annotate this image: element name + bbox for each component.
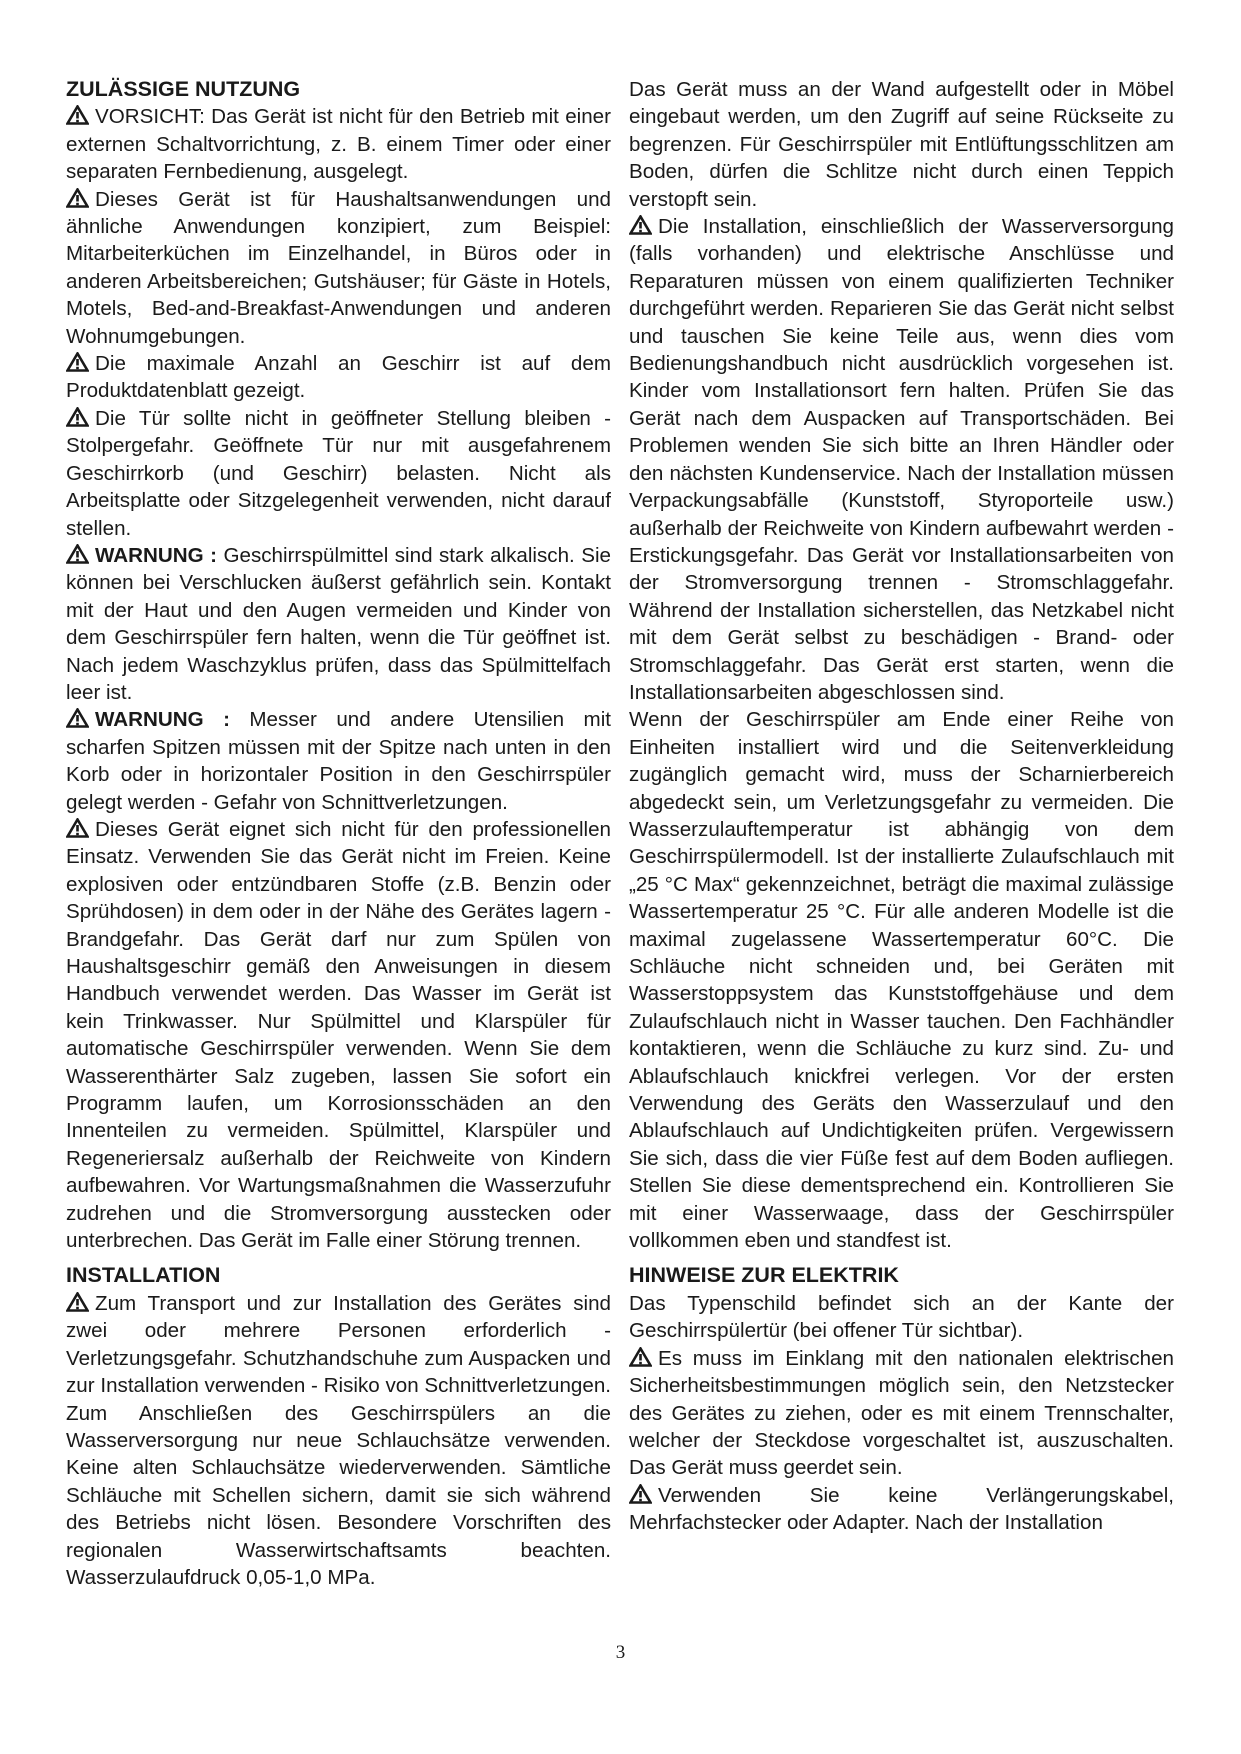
warning-detergent-paragraph: WARNUNG : Geschirrspülmittel sind stark alkalisch. Sie können bei Verschlucken äußerst gefährlich sein. Kontakt mit der Haut und den Augen vermeiden und Kinder von dem Geschirrspüler fern halten, wenn die Tür geöffnet ist. Nach jedem Waschzyklus prüfen, dass das Spülmittelfach leer ist. xyxy=(66,543,611,704)
door-open-paragraph: Die Tür sollte nicht in geöffneter Stellung bleiben - Stolpergefahr. Geöffnete Tür nur mit ausgefahrenem Geschirrkorb (und Geschirr) belasten. Nicht als Arbeitsplatte oder Sitzgelegenheit verwenden, nicht darauf stellen. xyxy=(66,406,611,540)
caution-external-switch: VORSICHT: Das Gerät ist nicht für den Betrieb mit einer externen Schaltvorrichtung, z. B. einem Timer oder einer separaten Fernbedienung, ausgelegt. xyxy=(66,105,611,184)
qualified-technician-paragraph: Die Installation, einschließlich der Wasserversorgung (falls vorhanden) und elektrische Anschlüsse und Reparaturen müssen von einem qualifizierten Techniker durchgeführt werden. Reparieren Sie das Gerät nicht selbst und tauschen Sie keine Teile aus, wenn dies vom Bedienungshandbuch nicht ausdrücklich vorgesehen ist. Kinder vom Installationsort fern halten. Prüfen Sie das Gerät nach dem Auspacken auf Transportschäden. Bei Problemen wenden Sie sich bitte an Ihren Händler oder den nächsten Kundenservice. Nach der Installation müssen Verpackungsabfälle (Kunststoff, Styroporteile usw.) außerhalb der Reichweite von Kindern aufbewahrt werden - Erstickungsgefahr. Das Gerät vor Installationsarbeiten von der Stromversorgung trennen - Stromschlaggefahr. Während der Installation sicherstellen, das Netzkabel nicht mit dem Gerät selbst zu beschädigen - Brand- oder Stromschlaggefahr. Das Gerät erst starten, wenn die Installationsarbeiten abgeschlossen sind. xyxy=(629,215,1174,704)
warning-triangle-icon xyxy=(66,188,89,208)
warning-triangle-icon xyxy=(66,352,89,372)
no-extension-cable-paragraph: Verwenden Sie keine Verlängerungskabel, Mehrfachstecker oder Adapter. Nach der Installation xyxy=(629,1483,1174,1535)
wall-mounting-paragraph: Das Gerät muss an der Wand aufgestellt oder in Möbel eingebaut werden, um den Zugriff auf seine Rückseite zu begrenzen. Für Geschirrspüler mit Entlüftungsschlitzen am Boden, dürfen die Schlitze nicht durch einen Teppich verstopft sein. xyxy=(629,78,1174,211)
heading-permitted-use: ZULÄSSIGE NUTZUNG xyxy=(66,77,301,101)
warning-triangle-icon xyxy=(66,1292,89,1312)
heading-installation: INSTALLATION xyxy=(66,1263,221,1288)
warning-triangle-icon xyxy=(629,1347,652,1367)
warning-knives-paragraph: WARNUNG : Messer und andere Utensilien mit scharfen Spitzen müssen mit der Spitze nach unten in den Korb oder in horizontaler Position in den Geschirrspüler gelegt werden - Gefahr von Schnittverletzungen. xyxy=(66,708,611,814)
rating-plate-paragraph: Das Typenschild befindet sich an der Kante der Geschirrspülertür (bei offener Tür sichtbar). xyxy=(629,1291,1174,1343)
warning-triangle-icon xyxy=(629,215,652,235)
warning-triangle-icon xyxy=(66,818,89,838)
mains-disconnect-paragraph: Es muss im Einklang mit den nationalen elektrischen Sicherheitsbestimmungen möglich sein, den Netzstecker des Gerätes zu ziehen, oder es mit einem Trennschalter, welcher der Steckdose vorgeschaltet ist, auszuschalten. Das Gerät muss geerdet sein. xyxy=(629,1346,1174,1480)
right-column xyxy=(629,76,1174,1537)
warning-triangle-icon xyxy=(66,544,89,564)
warning-label: WARNUNG : xyxy=(95,543,218,567)
warning-triangle-icon xyxy=(66,407,89,427)
warning-triangle-icon xyxy=(629,1484,652,1504)
transport-installation-paragraph: Zum Transport und zur Installation des Gerätes sind zwei oder mehrere Personen erforderlich - Verletzungsgefahr. Schutzhandschuhe zum Auspacken und zur Installation verwenden - Risiko von Schnittverletzungen. Zum Anschließen des Geschirrspülers an die Wasserversorgung nur neue Schlauchsätze verwenden. Keine alten Schlauchsätze wiederverwenden. Sämtliche Schläuche mit Schellen sichern, damit sie sich während des Betriebs nicht lösen. Besondere Vorschriften des regionalen Wasserwirtschaftsamts beachten. Wasserzulaufdruck 0,05-1,0 MPa. xyxy=(66,1291,611,1589)
page-number: 3 xyxy=(615,1642,626,1663)
household-use-paragraph: Dieses Gerät ist für Haushaltsanwendungen und ähnliche Anwendungen konzipiert, zum Beispiel: Mitarbeiterküchen im Einzelhandel, in Büros oder in anderen Arbeitsbereichen; Gutshäuser; für Gäste in Hotels, Motels, Bed-and-Breakfast-Anwendungen und anderen Wohnumgebungen. xyxy=(66,187,611,348)
warning-label: WARNUNG : xyxy=(95,708,230,732)
warning-triangle-icon xyxy=(66,708,89,728)
heading-electrical: HINWEISE ZUR ELEKTRIK xyxy=(629,1263,899,1288)
warning-triangle-icon xyxy=(66,105,89,125)
end-of-row-paragraph: Wenn der Geschirrspüler am Ende einer Reihe von Einheiten installiert wird und die Seitenverkleidung zugänglich gemacht wird, muss der Scharnierbereich abgedeckt sein, um Verletzungsgefahr zu vermeiden. Die Wasserzulauftemperatur ist abhängig von dem Geschirrspülermodell. Ist der installierte Zulaufschlauch mit „25 °C Max“ gekennzeichnet, beträgt die maximal zulässige Wassertemperatur 25 °C. Für alle anderen Modelle ist die maximal zugelassene Wassertemperatur 60°C. Die Schläuche nicht schneiden und, bei Geräten mit Wasserstoppsystem das Kunststoffgehäuse und dem Zulaufschlauch nicht in Wasser tauchen. Den Fachhändler kontaktieren, wenn die Schläuche zu kurz sind. Zu- und Ablaufschlauch knickfrei verlegen. Vor der ersten Verwendung des Geräts den Wasserzulauf und den Ablaufschlauch auf Undichtigkeiten prüfen. Vergewissern Sie sich, dass die vier Füße fest auf dem Boden aufliegen. Stellen Sie diese dementsprechend ein. Kontrollieren Sie mit einer Wasserwaage, dass der Geschirrspüler vollkommen eben und standfest ist. xyxy=(629,708,1174,1253)
left-column xyxy=(66,76,611,1591)
non-professional-use-paragraph: Dieses Gerät eignet sich nicht für den professionellen Einsatz. Verwenden Sie das Gerät nicht im Freien. Keine explosiven oder entzündbaren Stoffe (z.B. Benzin oder Sprühdosen) in dem oder in der Nähe des Gerätes lagern - Brandgefahr. Das Gerät darf nur zum Spülen von Haushaltsgeschirr gemäß den Anweisungen in diesem Handbuch verwendet werden. Das Wasser im Gerät ist kein Trinkwasser. Nur Spülmittel und Klarspüler für automatische Geschirrspüler verwenden. Wenn Sie dem Wasserenthärter Salz zugeben, lassen Sie sofort ein Programm laufen, um Korrosionsschäden an den Innenteilen zu vermeiden. Spülmittel, Klarspüler und Regeneriersalz außerhalb der Reichweite von Kindern aufbewahren. Vor Wartungsmaßnahmen die Wasserzufuhr zudrehen und die Stromversorgung ausstecken oder unterbrechen. Das Gerät im Falle einer Störung trennen. xyxy=(66,817,611,1253)
max-dishes-paragraph: Die maximale Anzahl an Geschirr ist auf dem Produktdatenblatt gezeigt. xyxy=(66,352,611,403)
